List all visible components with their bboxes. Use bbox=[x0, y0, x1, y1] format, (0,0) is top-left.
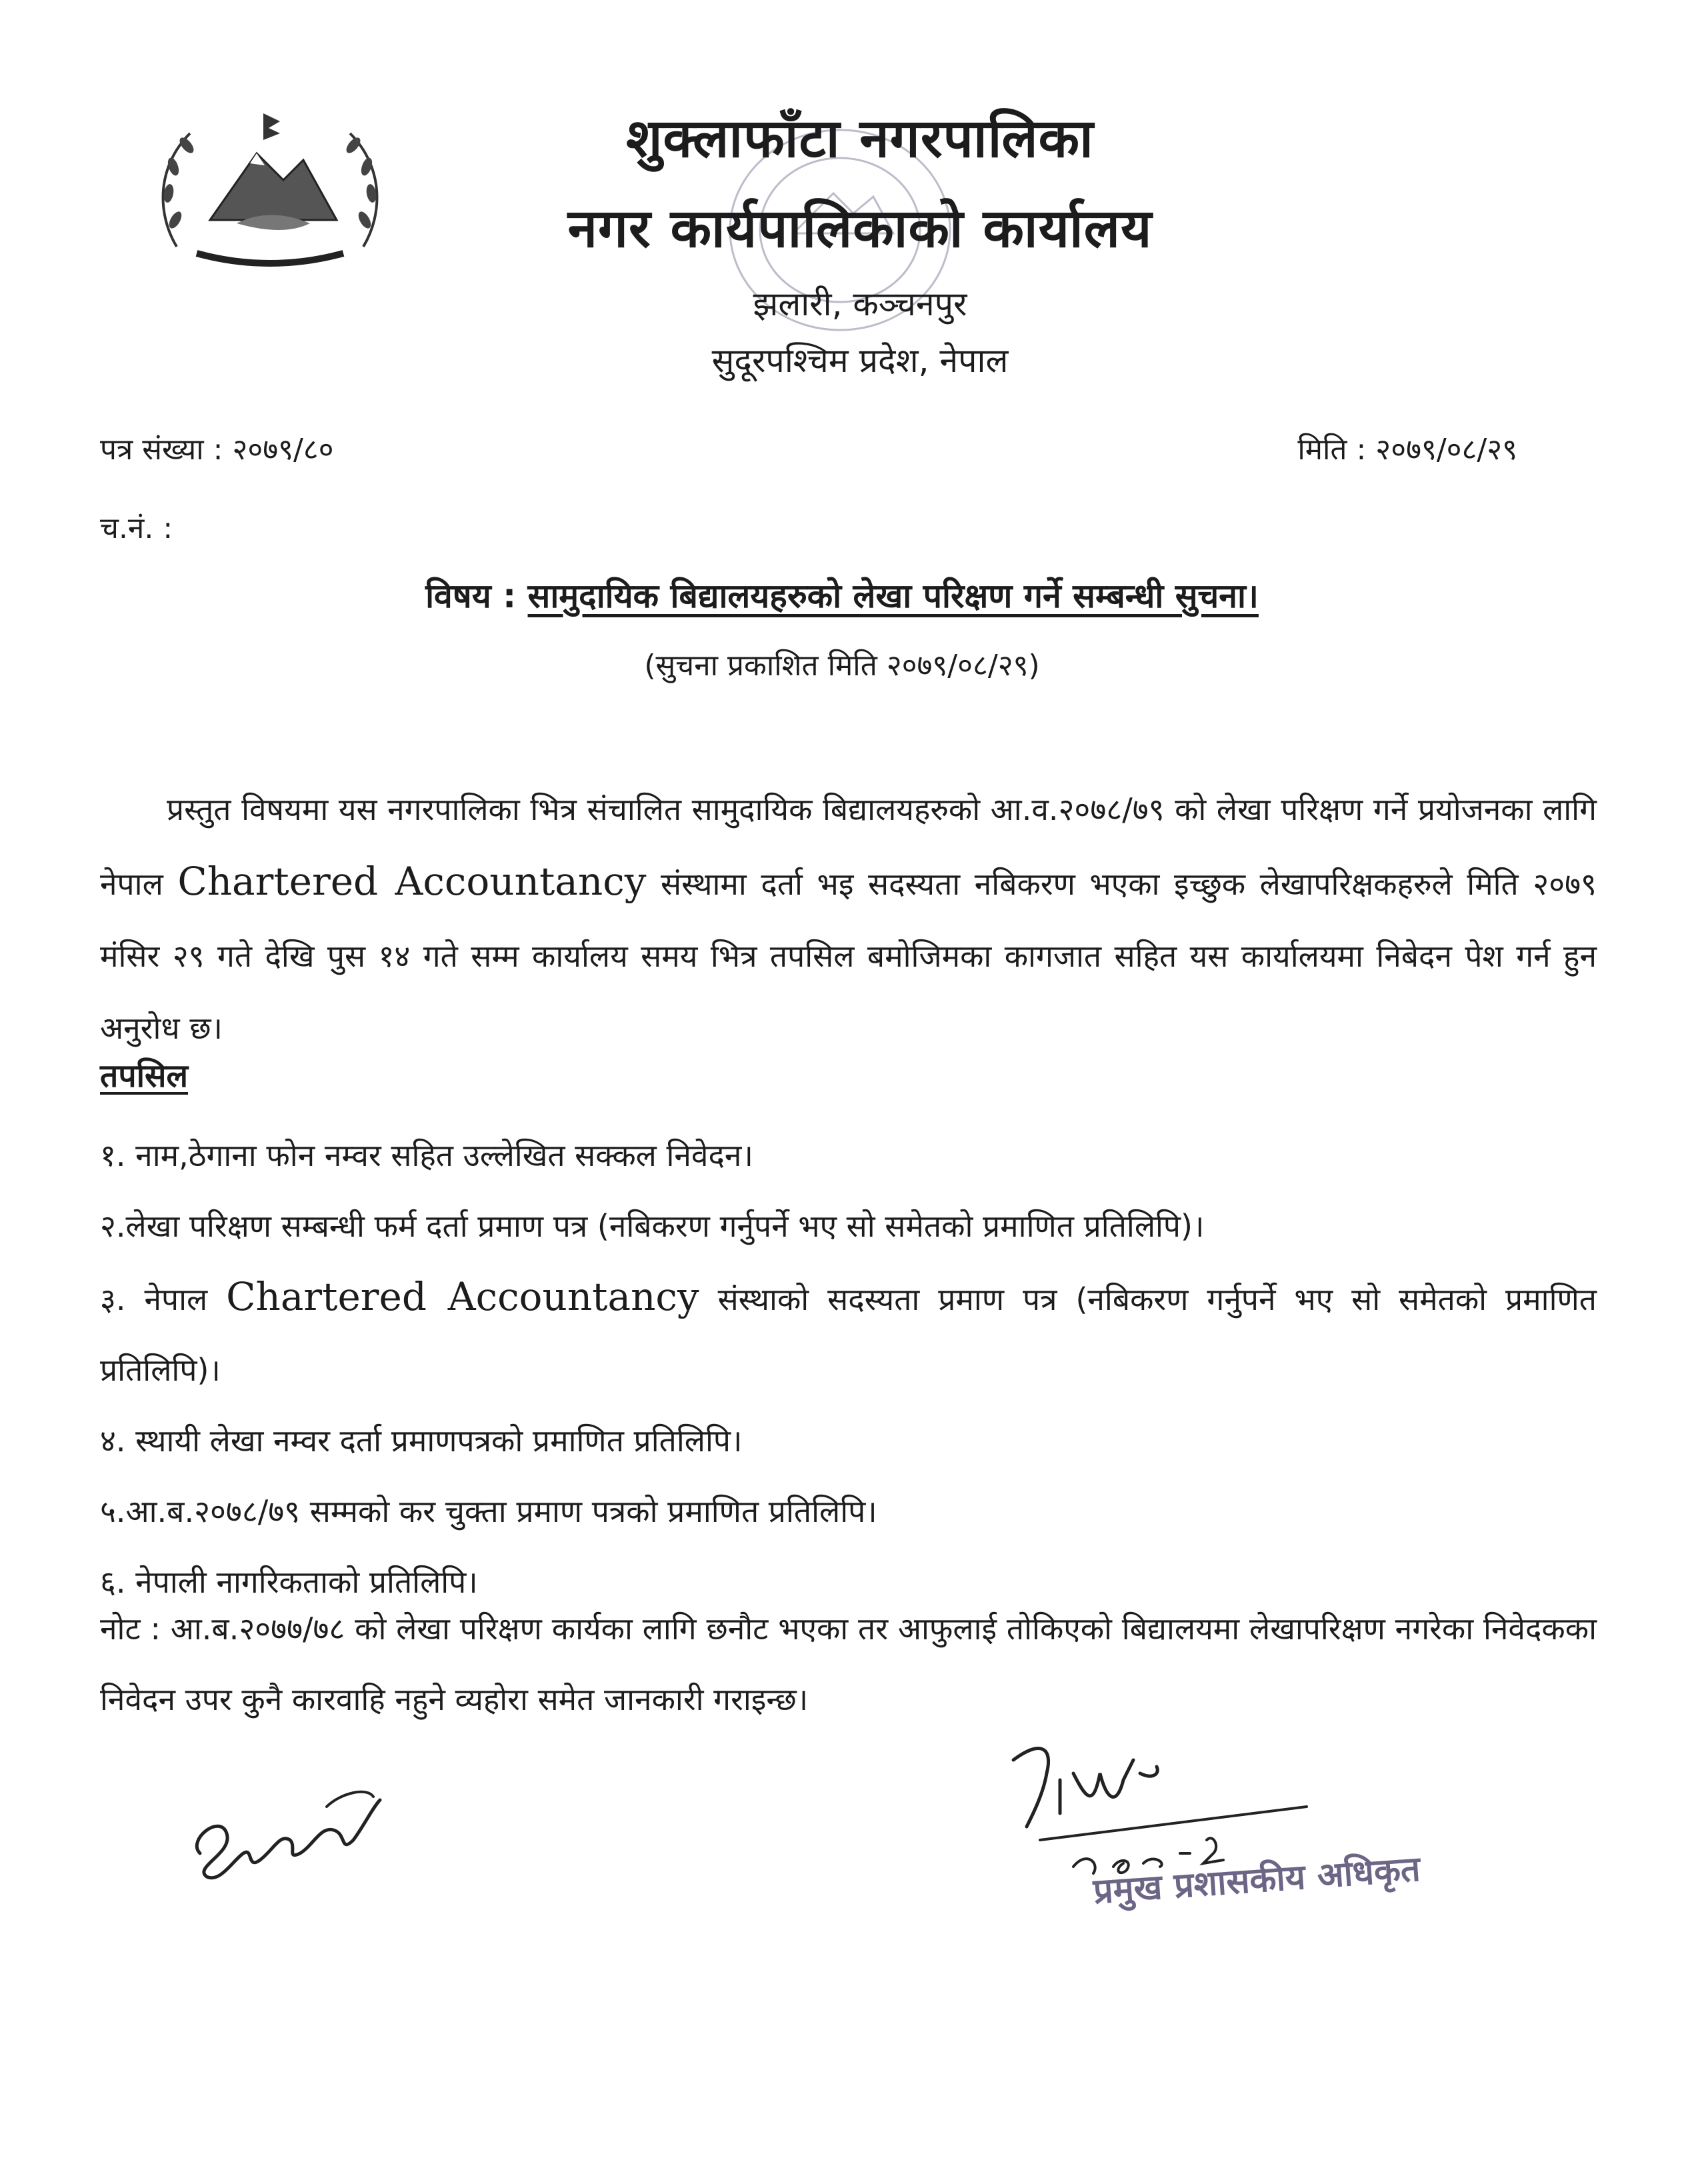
subject-label: विषय : bbox=[425, 577, 528, 615]
letter-date: मिति : २०७९/०८/२९ bbox=[1297, 433, 1517, 467]
office-name: नगर कार्यपालिकाको कार्यालय bbox=[567, 197, 1153, 259]
list-item: २.लेखा परिक्षण सम्बन्धी फर्म दर्ता प्रमाण पत्र (नबिकरण गर्नुपर्ने भए सो समेतको प्रमाणित प्रतिलिपि)। bbox=[100, 1208, 1205, 1244]
list-item bbox=[100, 1261, 1597, 1405]
province-country: सुदूरपश्चिम प्रदेश, नेपाल bbox=[711, 341, 1009, 380]
list-item: १. नाम,ठेगाना फोन नम्वर सहित उल्लेखित सक्कल निवेदन। bbox=[100, 1137, 753, 1173]
item3-suffix: संस्थाको सदस्यता प्रमाण पत्र (नबिकरण गर्नुपर्ने भए सो समेतको प्रमाणित प्रतिलिपि)। bbox=[100, 1281, 1597, 1388]
body-part2: संस्थामा दर्ता भइ सदस्यता नबिकरण भएका इच्छुक लेखापरिक्षकहरुले मिति २०७९ मंसिर २९ गते देखि पुस १४ गते सम्म कार्यालय समय भित्र तपसिल बमोजिमका कागजात सहित यस कार्यालयमा निबेदन पेश गर्न हुन अनुरोध छ। bbox=[100, 866, 1597, 1046]
details-list bbox=[100, 1120, 1597, 1617]
list-item: ६. नेपाली नागरिकताको प्रतिलिपि। bbox=[100, 1564, 478, 1600]
list-item: ४. स्थायी लेखा नम्वर दर्ता प्रमाणपत्रको प्रमाणित प्रतिलिपि। bbox=[100, 1423, 743, 1459]
officer-title-stamp: प्रमुख प्रशासकीय अधिकृत bbox=[1092, 1849, 1422, 1912]
office-address: झलारी, कञ्चनपुर bbox=[753, 285, 967, 323]
subject-text: सामुदायिक बिद्यालयहरुको लेखा परिक्षण गर्ने सम्बन्धी सुचना। bbox=[527, 577, 1259, 615]
left-signature-icon bbox=[180, 1760, 393, 1893]
item3-prefix: ३. नेपाल bbox=[100, 1281, 227, 1317]
letter-number: पत्र संख्या : २०७९/८० bbox=[100, 433, 334, 467]
body-latin: Chartered Accountancy bbox=[177, 859, 647, 904]
item3-latin: Chartered Accountancy bbox=[226, 1274, 699, 1319]
nepal-emblem-icon bbox=[150, 93, 390, 280]
subject-line bbox=[0, 572, 1684, 617]
notice-body bbox=[100, 773, 1597, 1064]
municipality-name: शुक्लाफाँटा नगरपालिका bbox=[626, 107, 1094, 169]
published-date: (सुचना प्रकाशित मिति २०७९/०८/२९) bbox=[644, 649, 1040, 683]
note-paragraph: नोट : आ.ब.२०७७/७८ को लेखा परिक्षण कार्यका लागि छनौट भएका तर आफुलाई तोकिएको बिद्यालयमा लेखापरिक्षण नगरेका निवेदकका निवेदन उपर कुनै कारवाहि नहुने व्यहोरा समेत जानकारी गराइन्छ। bbox=[100, 1611, 1597, 1717]
list-item: ५.आ.ब.२०७८/७९ सम्मको कर चुक्ता प्रमाण पत्रको प्रमाणित प्रतिलिपि। bbox=[100, 1493, 877, 1529]
details-heading: तपसिल bbox=[100, 1057, 189, 1095]
body-part1: प्रस्तुत विषयमा यस नगरपालिका भित्र संचालित सामुदायिक बिद्यालयहरुको आ.व.२०७८/७९ को लेखा परिक्षण गर्ने प्रयोजनका लागि नेपाल bbox=[100, 791, 1597, 902]
dispatch-number: च.नं. : bbox=[100, 511, 173, 545]
